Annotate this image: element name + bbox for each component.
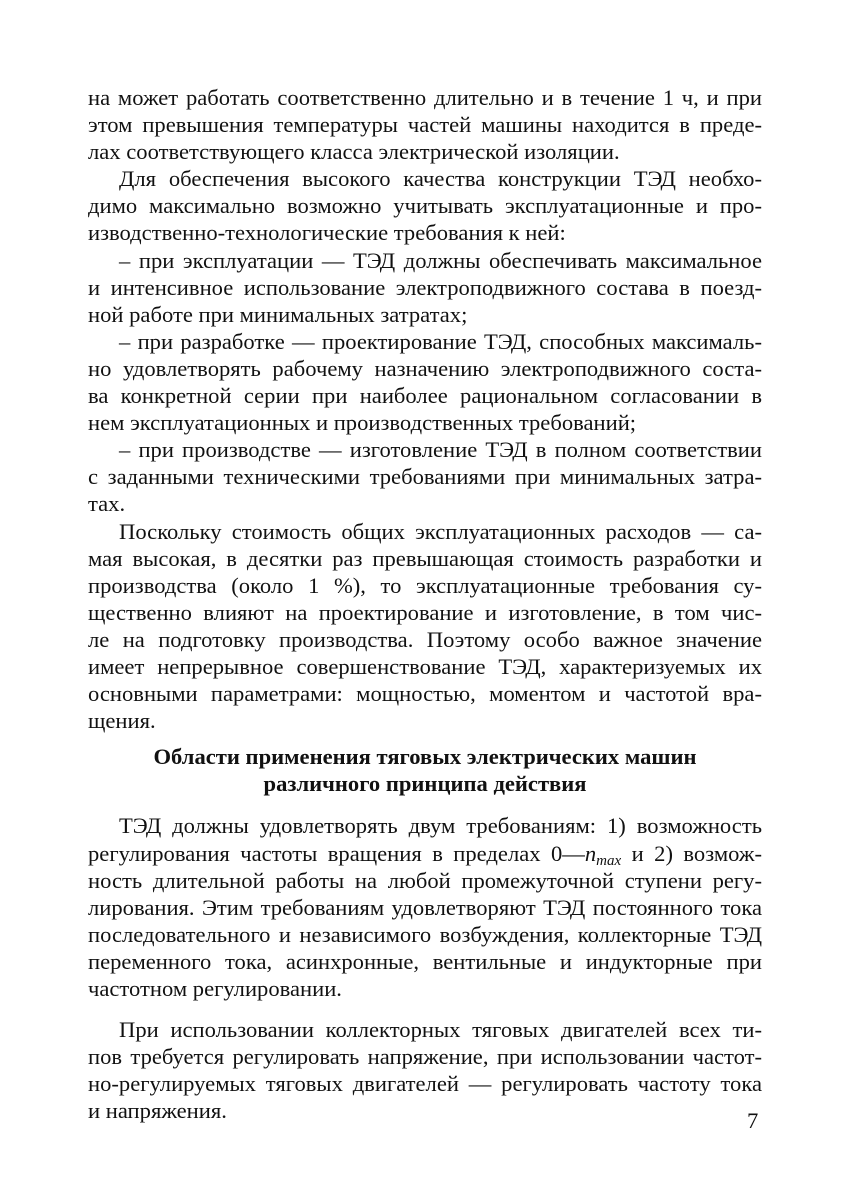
text-line: ва конкретной серии при наиболее рациональном согласовании в [88, 383, 762, 409]
text-fragment-pre: регулирования частоты вращения в пределах 0— [88, 840, 585, 866]
text-line: изводственно-технологические требования к ней: [88, 220, 566, 246]
paragraph [88, 247, 762, 328]
text-line: производства (около 1 %), то эксплуатационные требования су- [88, 572, 762, 598]
text-line: основными параметрами: мощностью, моментом и частотой вра- [88, 681, 762, 707]
paragraph [88, 1016, 762, 1124]
text-line: мая высокая, в десятки раз превышающая стоимость разработки и [88, 545, 762, 571]
text-line: – при производстве — изготовление ТЭД в полном соответствии [119, 437, 762, 463]
section-body [88, 812, 762, 1124]
text-line: имеет непрерывное совершенствование ТЭД, характеризуемых их [88, 653, 762, 679]
text-line: щения. [88, 708, 156, 734]
text-line: но удовлетворять рабочему назначению электроподвижного соста- [88, 355, 762, 381]
section-heading [88, 743, 762, 797]
paragraph [88, 165, 762, 246]
text-line: с заданными техническими требованиями при минимальных затра- [88, 464, 762, 490]
text-line: ле на подготовку производства. Поэтому особо важное значение [88, 626, 762, 652]
text-line: Поскольку стоимость общих эксплуатационных расходов — са- [119, 518, 762, 544]
text-line: щественно влияют на проектирование и изготовление, в том чис- [88, 599, 762, 625]
text-line: и интенсивное использование электроподвижного состава в поезд- [88, 274, 762, 300]
text-line: пов требуется регулировать напряжение, при использовании частот- [88, 1044, 762, 1070]
text-fragment-post: и 2) возмож- [621, 840, 762, 866]
text-line: ность длительной работы на любой промежуточной ступени регу- [88, 867, 762, 893]
text-line: димо максимально возможно учитывать эксплуатационные и про- [88, 193, 762, 219]
page-number: 7 [747, 1108, 759, 1133]
text-line: и напряжения. [88, 1098, 227, 1124]
text-line: лирования. Этим требованиям удовлетворяют ТЭД постоянного тока [88, 894, 762, 920]
text-line: – при разработке — проектирование ТЭД, способных максималь- [119, 328, 762, 354]
text-fragment-var: n [584, 840, 597, 866]
text-line [88, 840, 762, 867]
text-line: – при эксплуатации — ТЭД должны обеспечивать максимальное [119, 247, 762, 273]
paragraph [88, 328, 762, 436]
text-line: лах соответствующего класса электрической изоляции. [88, 139, 620, 165]
text-line: переменного тока, асинхронные, вентильные и индукторные при [88, 948, 762, 974]
text-line: нем эксплуатационных и производственных требований; [88, 410, 637, 436]
paragraph [88, 518, 762, 735]
text-line: ТЭД должны удовлетворять двум требованиям: 1) возможность [119, 813, 762, 839]
heading-line: Области применения тяговых электрических машин [153, 744, 697, 770]
paragraph [88, 436, 762, 517]
text-line: этом превышения температуры частей машины находится в преде- [88, 112, 762, 138]
text-line: частотном регулировании. [88, 976, 342, 1001]
heading-line: различного принципа действия [263, 771, 587, 797]
text-line: последовательного и независимого возбуждения, коллекторные ТЭД [88, 921, 762, 947]
text-line: ной работе при минимальных затратах; [88, 301, 468, 327]
paragraph [88, 84, 762, 165]
text-line: Для обеспечения высокого качества конструкции ТЭД необхо- [119, 166, 762, 192]
paragraph [88, 812, 762, 1002]
page-body [88, 84, 762, 1124]
section-intro [88, 84, 762, 734]
text-line: но-регулируемых тяговых двигателей — регулировать частоту тока [88, 1071, 762, 1097]
text-fragment-sub: max [596, 852, 622, 869]
text-line: При использовании коллекторных тяговых двигателей всех ти- [119, 1017, 762, 1043]
text-line: на может работать соответственно длительно и в течение 1 ч, и при [88, 85, 762, 110]
text-line: тах. [88, 491, 126, 517]
